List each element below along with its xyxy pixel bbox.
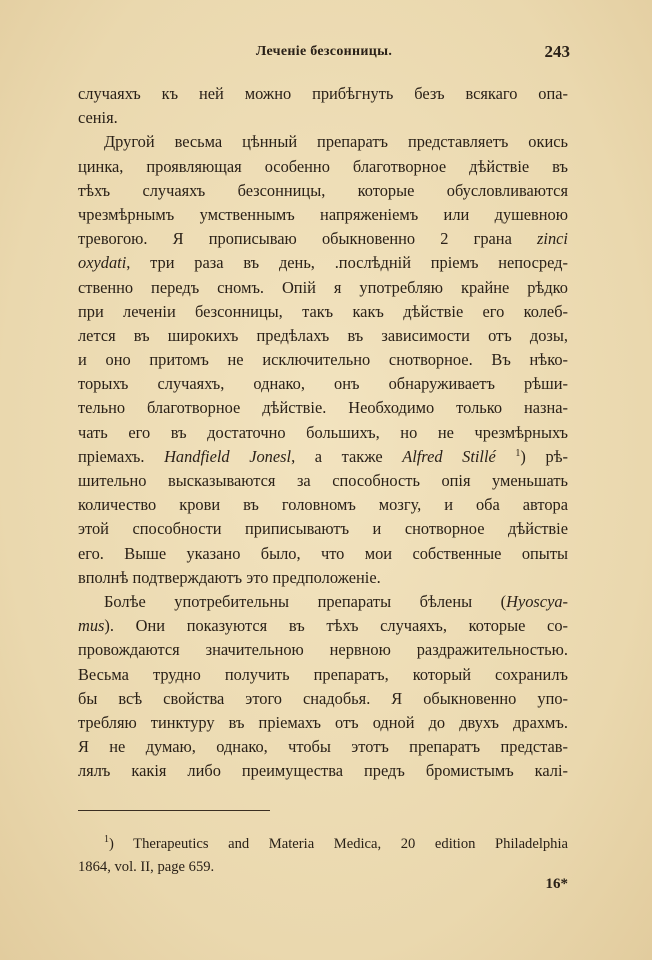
text-line: сенія. — [78, 108, 118, 128]
text-line: чрезмѣрнымъ умственнымъ напряженіемъ или душевною — [78, 204, 568, 224]
text-line: шительно высказываются за способность опія уменьшать — [78, 471, 568, 490]
footnote — [78, 833, 568, 879]
text-line: его. Выше указано было, что мои собственные опыты — [78, 543, 568, 563]
text-line: Весьма трудно получить препаратъ, который сохранилъ — [78, 664, 568, 684]
text-line: Болѣе употребительны препараты бѣлены (Hyoscya- — [104, 591, 568, 611]
text-line: тѣхъ случаяхъ безсонницы, которые обусловливаются — [78, 180, 568, 200]
body-text — [78, 82, 568, 783]
text-line: лялъ какія либо преимущества предъ бромистымъ калі- — [78, 761, 568, 781]
text-line: чать его въ достаточно большихъ, но не чрезмѣрныхъ — [78, 422, 568, 442]
text-line: тревогою. Я прописываю обыкновенно 2 грана zinci — [78, 229, 568, 249]
text-line: этой способности приписываютъ и снотворное дѣйствіе — [78, 519, 568, 539]
footnote-rule — [78, 810, 270, 811]
footnote-line: $^1$) Therapeutics and Materia Medica, 20 edition Philadelphia — [104, 834, 568, 852]
text-line: цинка, проявляющая особенно благотворное дѣйствіе въ — [78, 156, 568, 176]
text-line: Я не думаю, однако, чтобы этотъ препаратъ представ- — [78, 737, 568, 757]
text-line: при леченіи безсонницы, такъ какъ дѣйствіе его колеб- — [78, 301, 568, 321]
text-line: лется въ широкихъ предѣлахъ въ зависимости отъ дозы, — [78, 325, 568, 345]
text-line: бы всѣ свойства этого снадобья. Я обыкновенно упо- — [78, 688, 568, 708]
text-line: тельно благотворное дѣйствіе. Необходимо только назна- — [78, 398, 568, 418]
text-line: пріемахъ. Handfield Jonesl, а также Alfred Stillé $^1$) рѣ- — [78, 446, 568, 466]
running-title: Леченіе безсонницы. — [255, 44, 393, 59]
text-line: oxydati, три раза въ день, .послѣдній пріемъ непосред- — [78, 253, 568, 273]
page-header — [78, 44, 570, 68]
text-line: провождаются значительною нервною раздражительностью. — [78, 640, 568, 660]
text-line: ственно передъ сномъ. Опій я употребляю крайне рѣдко — [78, 277, 568, 297]
text-line: Другой весьма цѣнный препаратъ представляетъ окись — [104, 132, 568, 152]
footnote-line: 1864, vol. II, page 659. — [78, 859, 215, 875]
text-line: и оно притомъ не исключительно снотворное. Въ нѣко- — [78, 350, 568, 370]
text-line: случаяхъ къ ней можно прибѣгнуть безъ всякаго опа- — [78, 84, 568, 103]
text-line: количество крови въ головномъ мозгу, и оба автора — [78, 495, 568, 515]
text-line: вполнѣ подтверждаютъ это предположеніе. — [78, 567, 381, 587]
page-number: 243 — [544, 42, 570, 61]
signature-mark: 16* — [545, 876, 568, 892]
text-line: mus). Они показуются въ тѣхъ случаяхъ, которые со- — [78, 616, 568, 636]
text-line: требляю тинктуру въ пріемахъ отъ одной до двухъ драхмъ. — [78, 712, 568, 732]
text-line: торыхъ случаяхъ, однако, онъ обнаруживаетъ рѣши- — [78, 374, 568, 394]
